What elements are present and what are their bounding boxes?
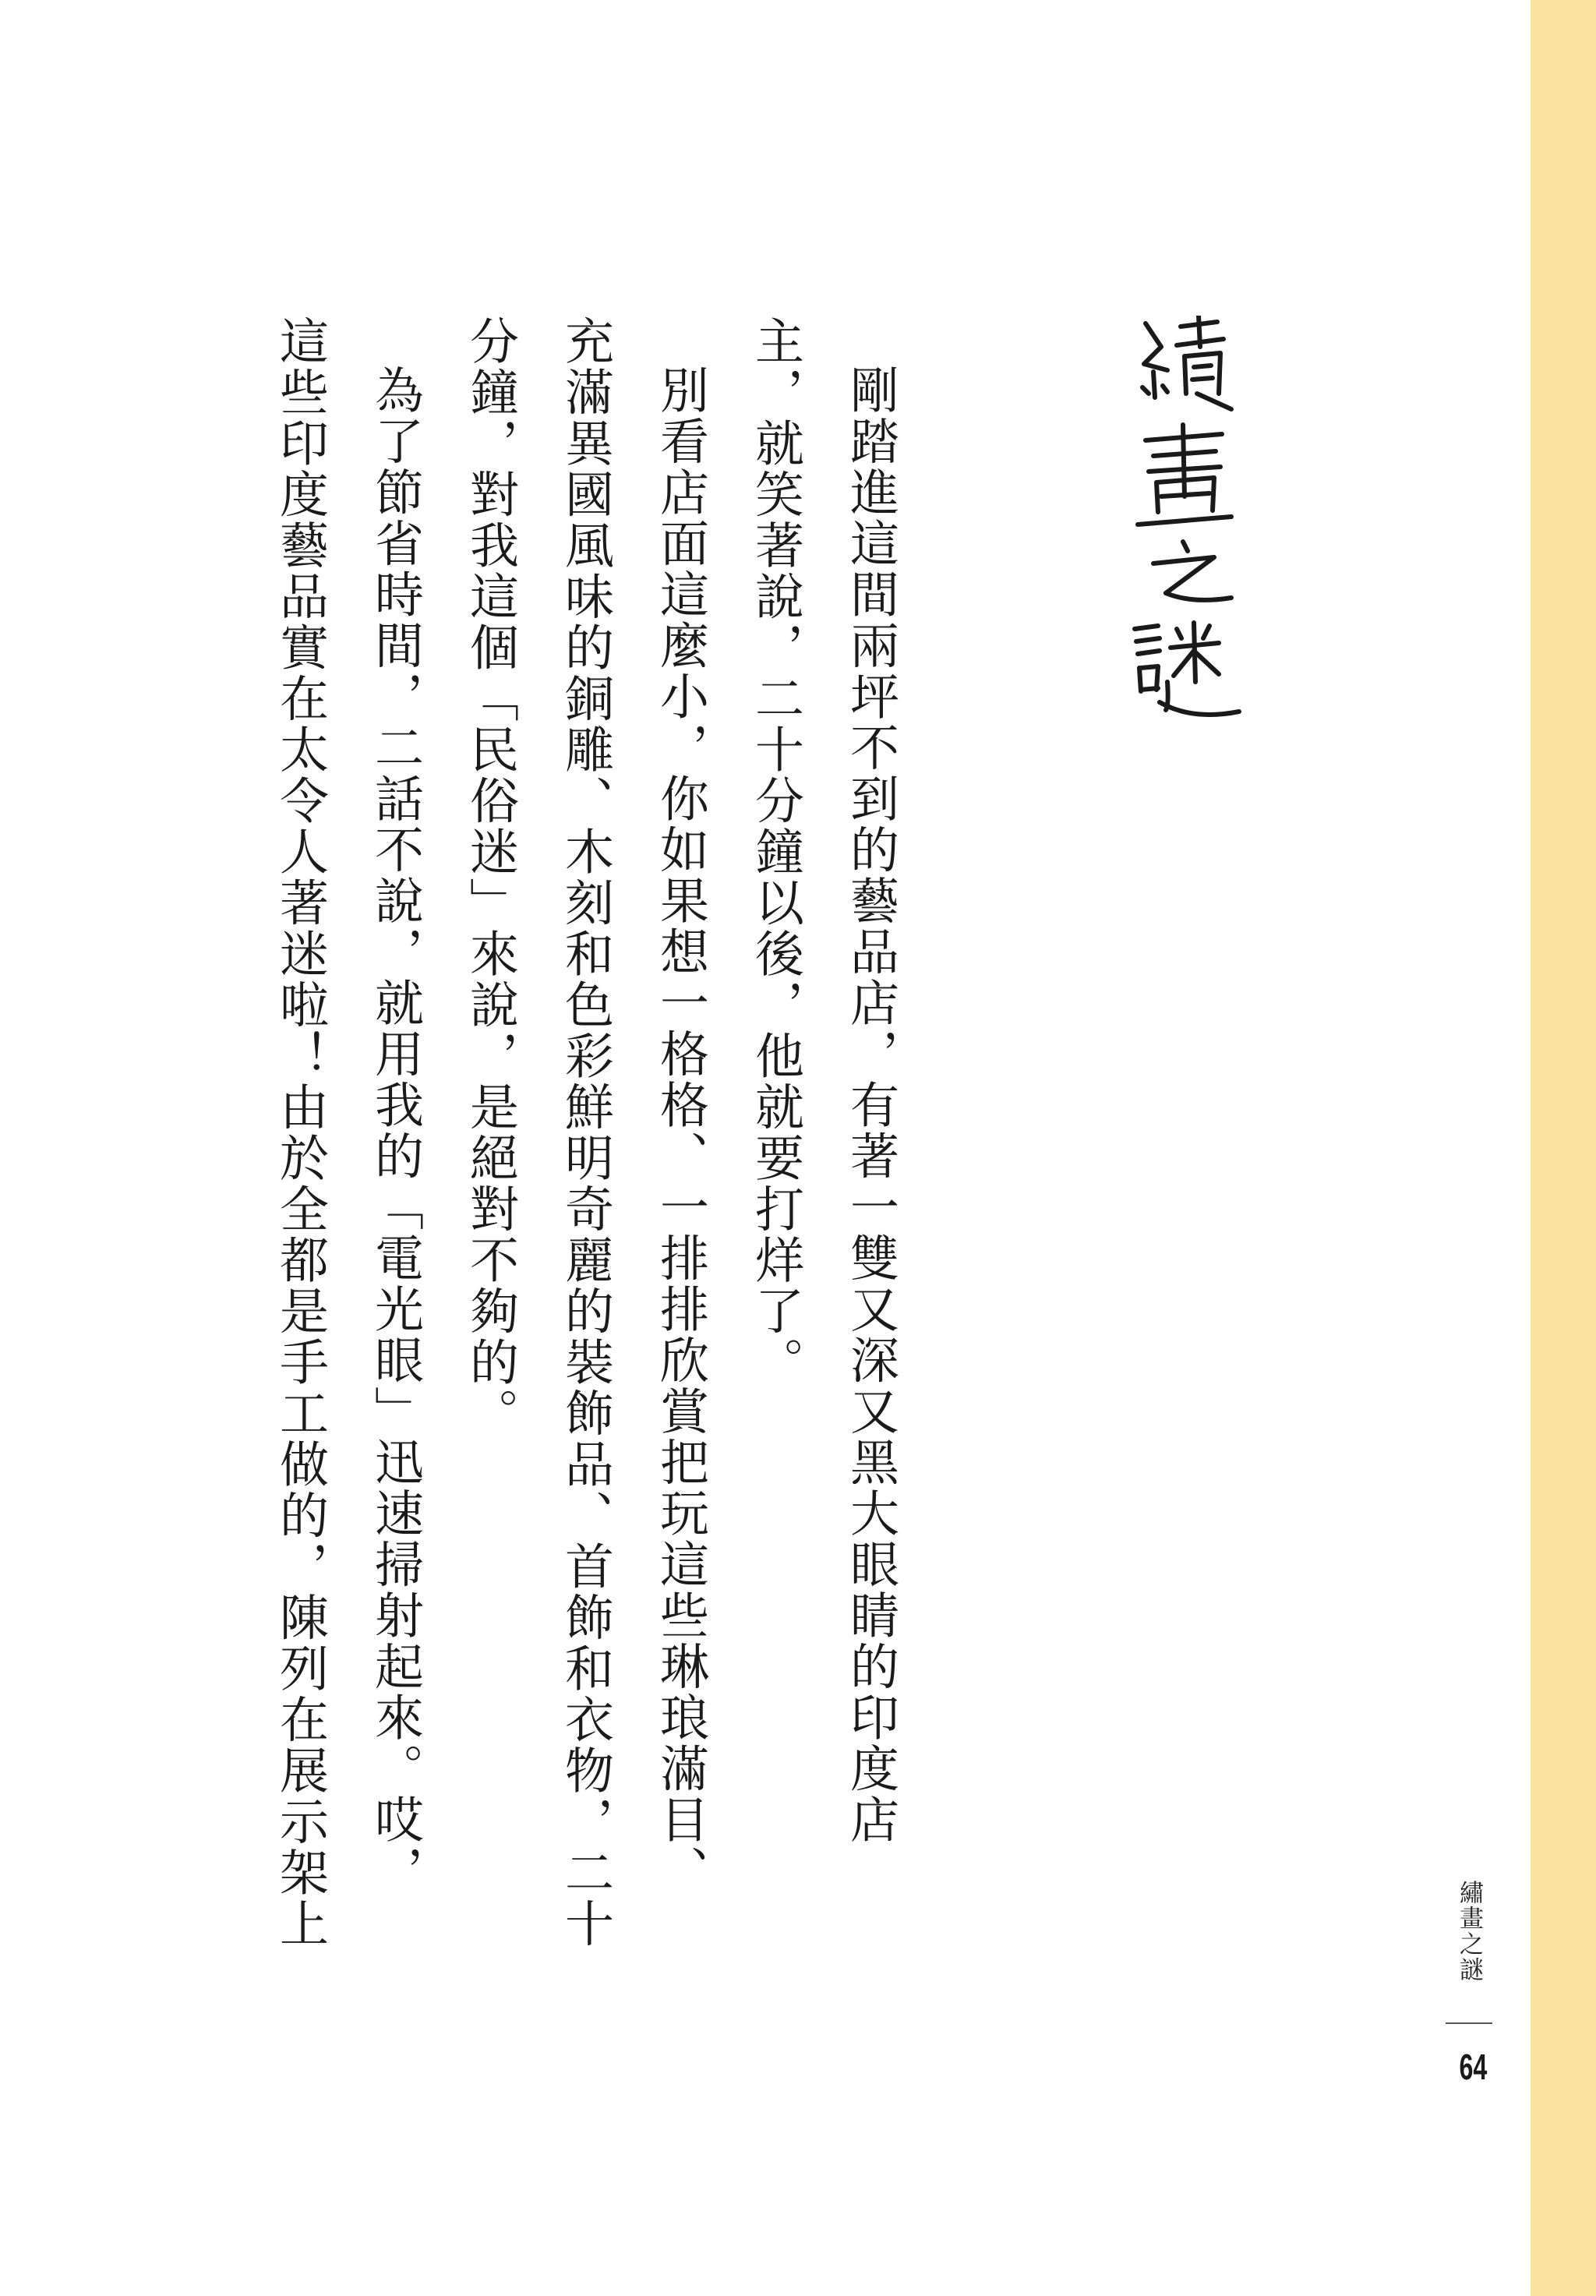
paragraph-line-3: 別看店面這麼小，你如果想一格格、一排排欣賞把玩這些琳琅滿目、 bbox=[652, 365, 709, 1896]
calligraphy-char-2 bbox=[1138, 425, 1231, 525]
paragraph-line-1: 剛踏進這間兩坪不到的藝品店，有著一雙又深又黑大眼睛的印度店 bbox=[842, 365, 899, 1846]
paragraph-line-6: 為了節省時間，二話不說，就用我的「電光眼」迅速掃射起來。哎， bbox=[367, 365, 424, 1896]
paragraph-line-2: 主，就笑著說，二十分鐘以後，他就要打烊了。 bbox=[747, 316, 804, 1388]
paragraph-line-7: 這些印度藝品實在太令人著迷啦！由於全都是手工做的，陳列在展示架上 bbox=[272, 316, 329, 1949]
calligraphy-char-1 bbox=[1142, 316, 1231, 409]
running-header-title: 繡畫之謎 bbox=[1455, 1880, 1483, 1983]
body-text bbox=[252, 316, 918, 1949]
paragraph-line-5: 分鐘，對我這個「民俗迷」來說，是絕對不夠的。 bbox=[462, 316, 519, 1439]
calligraphy-char-3 bbox=[1153, 542, 1231, 600]
calligraphy-title bbox=[1122, 316, 1247, 721]
page-number: 64 bbox=[1459, 2047, 1488, 2087]
side-color-band bbox=[1531, 0, 1596, 2296]
paragraph-line-4: 充滿異國風味的銅雕、木刻和色彩鮮明奇麗的裝飾品、首飾和衣物，二十 bbox=[557, 316, 614, 1949]
calligraphy-char-4 bbox=[1135, 623, 1239, 715]
folio-divider bbox=[1446, 2022, 1492, 2024]
